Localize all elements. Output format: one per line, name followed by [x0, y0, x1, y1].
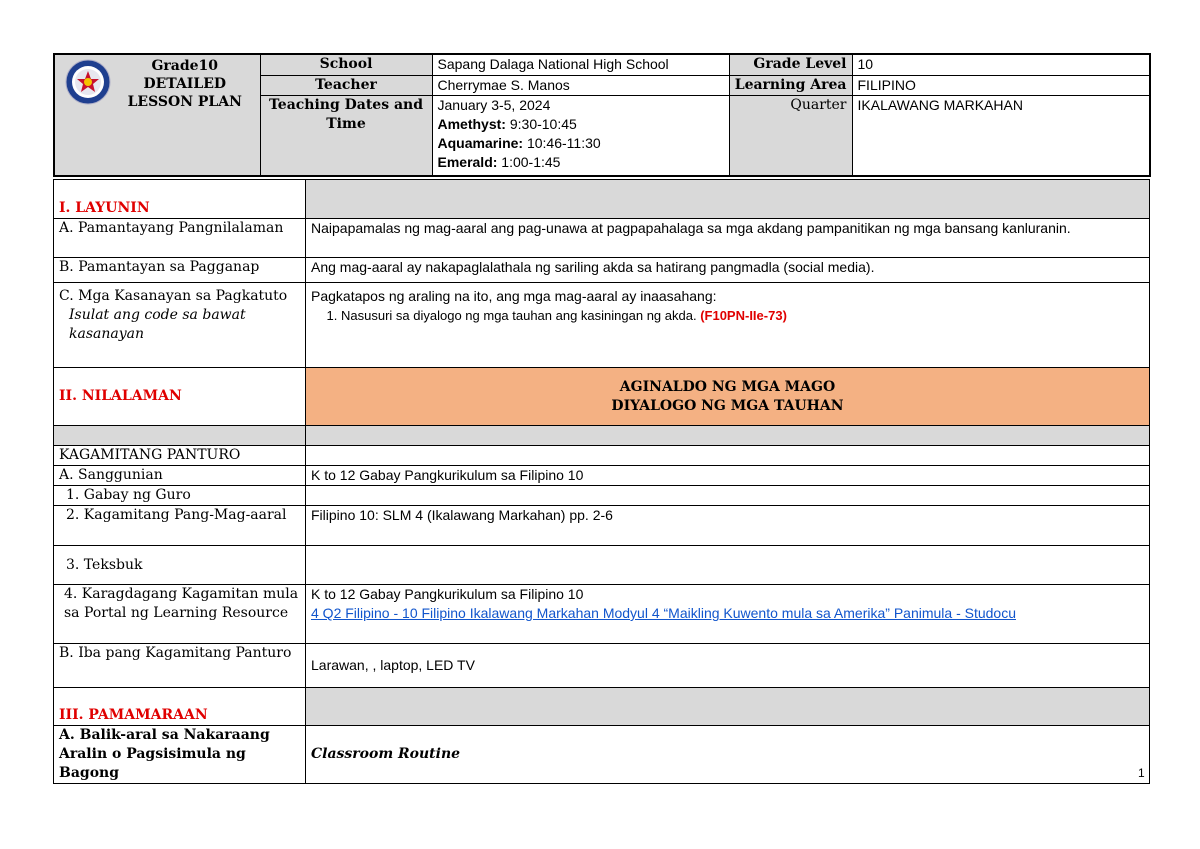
- pagganap-value: Ang mag-aaral ay nakapaglalathala ng sariling akda sa hatirang pangmadla (social media).: [306, 258, 1150, 283]
- lesson-table: [53, 179, 1150, 784]
- school-value: Sapang Dalaga National High School: [432, 54, 729, 75]
- kagamitan-heading: KAGAMITANG PANTURO: [54, 446, 306, 466]
- session-section: Amethyst:: [437, 116, 506, 133]
- spacer-cell: [306, 426, 1150, 446]
- quarter-label: Quarter: [729, 96, 852, 176]
- nilalaman-title: AGINALDO NG MGA MAGO: [619, 378, 836, 395]
- header-table: [53, 53, 1151, 177]
- list-item: [341, 306, 1144, 325]
- session-time: 9:30-10:45: [505, 116, 577, 133]
- pamantayang-label: A. Pamantayang Pangnilalaman: [54, 219, 306, 258]
- teacher-label: Teacher: [260, 75, 432, 95]
- layunin-heading: I. LAYUNIN: [59, 200, 150, 216]
- teksbuk-value: [306, 546, 1150, 585]
- studocu-link[interactable]: 4 Q2 Filipino - 10 Filipino Ikalawang Markahan Modyul 4 “Maikling Kuwento mula sa Amerika” Panimula - Studocu: [311, 605, 1016, 621]
- kasanayan-item: Nasusuri sa diyalogo ng mga tauhan ang kasiningan ng akda.: [341, 308, 701, 323]
- kasanayan-note: Isulat ang code sa bawat kasanayan: [69, 307, 246, 342]
- sanggunian-value: K to 12 Gabay Pangkurikulum sa Filipino 10: [306, 466, 1150, 486]
- page-number: 1: [1138, 766, 1145, 780]
- session-section: Emerald:: [437, 154, 498, 171]
- dates-value: January 3-5, 2024: [437, 97, 551, 114]
- layunin-gray-cell: [306, 180, 1150, 219]
- title-line-1: Grade10: [151, 58, 219, 74]
- iba-value: Larawan, , laptop, LED TV: [306, 644, 1150, 688]
- nilalaman-value-cell: [306, 368, 1150, 426]
- grade-level-label: Grade Level: [729, 54, 852, 75]
- pamamaraan-cell: [54, 688, 306, 726]
- nilalaman-cell: [54, 368, 306, 426]
- kasanayan-list: [311, 306, 1144, 325]
- session-emerald: [438, 153, 724, 172]
- kasanayan-label: C. Mga Kasanayan sa Pagkatuto: [59, 288, 288, 304]
- learning-area-label: Learning Area: [729, 75, 852, 95]
- karagdagan-value: K to 12 Gabay Pangkurikulum sa Filipino 10: [311, 586, 584, 602]
- kagamitang-label: 2. Kagamitang Pang-Mag-aaral: [54, 506, 306, 546]
- kasanayan-value-cell: [306, 283, 1150, 368]
- learning-area-value: FILIPINO: [852, 75, 1150, 95]
- title-line-2: DETAILED: [143, 76, 227, 92]
- karagdagan-cell: [306, 585, 1150, 644]
- iba-label: B. Iba pang Kagamitang Panturo: [54, 644, 306, 688]
- kasanayan-cell: [54, 283, 306, 368]
- karagdagan-label: 4. Karagdagang Kagamitan mula sa Portal ng Learning Resource: [54, 585, 306, 644]
- gabay-label: 1. Gabay ng Guro: [54, 486, 306, 506]
- session-time: 10:46-11:30: [523, 135, 601, 152]
- pamantayang-value: Naipapamalas ng mag-aaral ang pag-unawa at pagpapahalaga sa mga akdang pampanitikan ng mga bansang kanluranin.: [306, 219, 1150, 258]
- teacher-value: Cherrymae S. Manos: [432, 75, 729, 95]
- deped-seal-icon: [65, 59, 111, 105]
- session-aquamarine: [438, 134, 724, 153]
- dates-label: Teaching Dates and Time: [260, 96, 432, 176]
- title-cell: [54, 54, 260, 176]
- school-label: School: [260, 54, 432, 75]
- empty-cell: [306, 446, 1150, 466]
- quarter-value: IKALAWANG MARKAHAN: [852, 96, 1150, 176]
- kasanayan-intro: Pagkatapos ng araling na ito, ang mga mag-aaral ay inaasahang:: [311, 288, 717, 304]
- balik-value: Classroom Routine: [306, 726, 1150, 784]
- pagganap-label: B. Pamantayan sa Pagganap: [54, 258, 306, 283]
- kasanayan-code: (F10PN-IIe-73): [700, 308, 787, 323]
- nilalaman-heading: II. NILALAMAN: [59, 388, 182, 404]
- sanggunian-label: A. Sanggunian: [54, 466, 306, 486]
- session-amethyst: [438, 115, 724, 134]
- grade-level-value: 10: [852, 54, 1150, 75]
- session-time: 1:00-1:45: [497, 154, 561, 171]
- kagamitang-value: Filipino 10: SLM 4 (Ikalawang Markahan) pp. 2-6: [306, 506, 1150, 546]
- session-section: Aquamarine:: [437, 135, 524, 152]
- gabay-value: [306, 486, 1150, 506]
- dates-cell: [432, 96, 729, 176]
- spacer-cell: [54, 426, 306, 446]
- nilalaman-subtitle: DIYALOGO NG MGA TAUHAN: [611, 397, 844, 414]
- pamamaraan-gray-cell: [306, 688, 1150, 726]
- title-line-3: LESSON PLAN: [127, 94, 242, 110]
- pamamaraan-heading: III. PAMAMARAAN: [59, 707, 208, 723]
- balik-label: A. Balik-aral sa Nakaraang Aralin o Pagsisimula ng Bagong: [54, 726, 306, 784]
- teksbuk-label: 3. Teksbuk: [54, 546, 306, 585]
- layunin-cell: [54, 180, 306, 219]
